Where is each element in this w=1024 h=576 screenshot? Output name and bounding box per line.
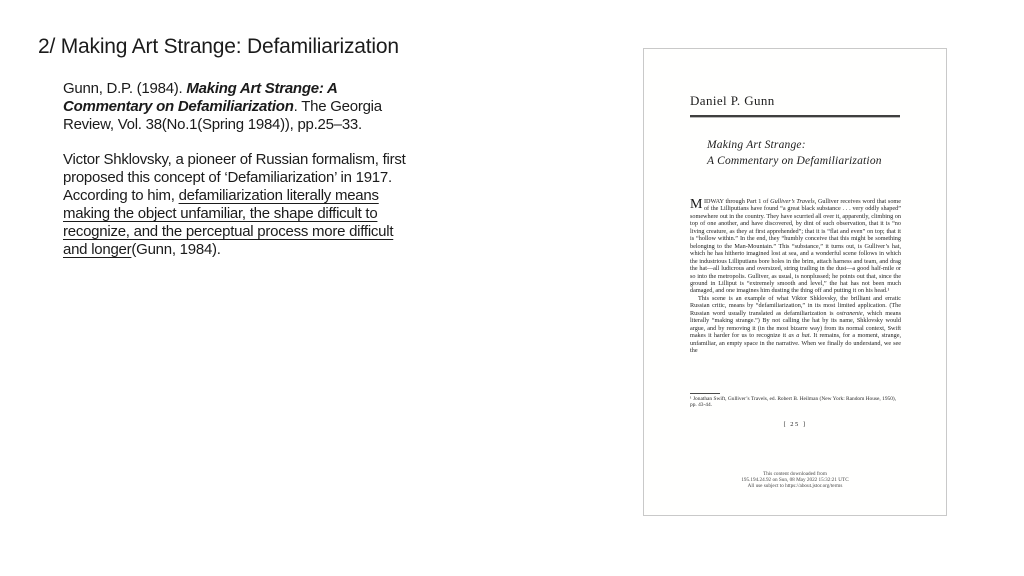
citation-suffix: . The Georgia Review, Vol. 38(No.1(Spring 1984)), pp.25–33.: [63, 98, 382, 133]
scan-paragraph-2: [690, 295, 901, 355]
scan-author-name: Daniel P. Gunn: [690, 93, 775, 108]
body-prefix: Victor Shklovsky, a pioneer of Russian formalism, first proposed this concept of ‘Defamiliarization’ in 1917. According to him,: [63, 151, 406, 204]
citation-work-title: Making Art Strange: A Commentary on Defamiliarization: [63, 80, 337, 115]
scan-p2-text: This scene is an example of what Viktor Shklovsky, the brilliant and erratic Russian critic, means by “defamiliarization,” in its most limited application. (The Russian word usually translated as defamiliarization is: [690, 294, 901, 317]
scan-body-text: [690, 198, 901, 391]
scan-p1-italic-title: Gulliver’s Travels: [770, 198, 815, 205]
scan-p2-text-cont: , which means literally “making strange.”) By not calling the hat by its name, Shklovsky would argue, and by removing it (in the most bizarre way) from its normal context, Swift makes it harder for us to recognize it: [690, 309, 901, 340]
scan-notice-line3: All use subject to https://about.jstor.org/terms: [747, 483, 843, 490]
scan-notice-line2: 195.194.24.92 on Sun, 08 May 2022 15:32:21 UTC: [741, 477, 849, 484]
slide-title: 2/ Making Art Strange: Defamiliarization: [38, 35, 399, 58]
scan-article-title-line2: A Commentary on Defamiliarization: [707, 155, 882, 167]
scan-p1-text-cont: , Gulliver receives word that some of the Lilliputians have found “a great black substance . . . very oddly shaped” somewhere out in the country. They have scurried all over it, apparently, climbing on top of one another, and have discovered, by dint of such observation, that it is “no living creature, as they at first apprehended”; that it is “flat and even” on top; that it is “hollow within.” In the end, they “humbly conceive that this might be something belonging to the Man-Mountain.” This “substance,” it turns out, is Gulliver’s hat, which he has hitherto imagined lost at sea, and a wonderful scene follows in which the industrious Lilliputians bore holes in the brim, attach harness and team, and drag the hat—all ludicrous and oversized, string trailing in the dust—a good half-mile or so into the metropolis. Gulliver, as usual, is nonplussed; he points out that, since the ground in Lilliput is “extremely smooth and level,” the hat has not been much damaged, and one imagines him dusting the thing off and putting it on his head.¹: [690, 198, 901, 295]
scan-article-title: [707, 137, 882, 169]
citation-paragraph: [63, 80, 415, 134]
scan-footnote-rule: [690, 393, 720, 394]
scan-p1-text: IDWAY through Part 1 of: [703, 198, 771, 205]
scan-drop-cap: M: [690, 198, 703, 212]
scan-article-title-line1: Making Art Strange:: [707, 139, 806, 151]
body-paragraph: [63, 151, 415, 259]
scan-paragraph-1: [690, 198, 901, 295]
citation-prefix: Gunn, D.P. (1984).: [63, 80, 187, 97]
body-suffix: (Gunn, 1984).: [131, 241, 221, 258]
scan-page-number: [ 25 ]: [783, 421, 807, 428]
scan-download-notice: [644, 471, 946, 490]
underlined-quote: defamiliarization literally means making the object unfamiliar, the shape difficult to recognize, and the perceptual process more difficult and longer: [63, 187, 394, 258]
scan-p2-text-end: . It remains, for a moment, strange, unfamiliar, an empty space in the narrative. When we finally do understand, we see the: [690, 332, 901, 355]
scan-author-rule: [690, 115, 900, 117]
scan-footnote-text: ¹ Jonathan Swift, Gulliver’s Travels, ed. Robert B. Heilman (New York: Random House, 1950), pp. 43-44.: [690, 395, 897, 408]
scan-p2-italic-ostranenie: ostranenie: [836, 309, 863, 317]
scan-p2-italic-as-a-hat: as a hat: [788, 332, 810, 340]
slide-text-block: [63, 80, 415, 259]
journal-page-scan: [643, 48, 947, 516]
scan-footnote: [690, 393, 901, 408]
scan-notice-line1: This content downloaded from: [763, 471, 827, 477]
